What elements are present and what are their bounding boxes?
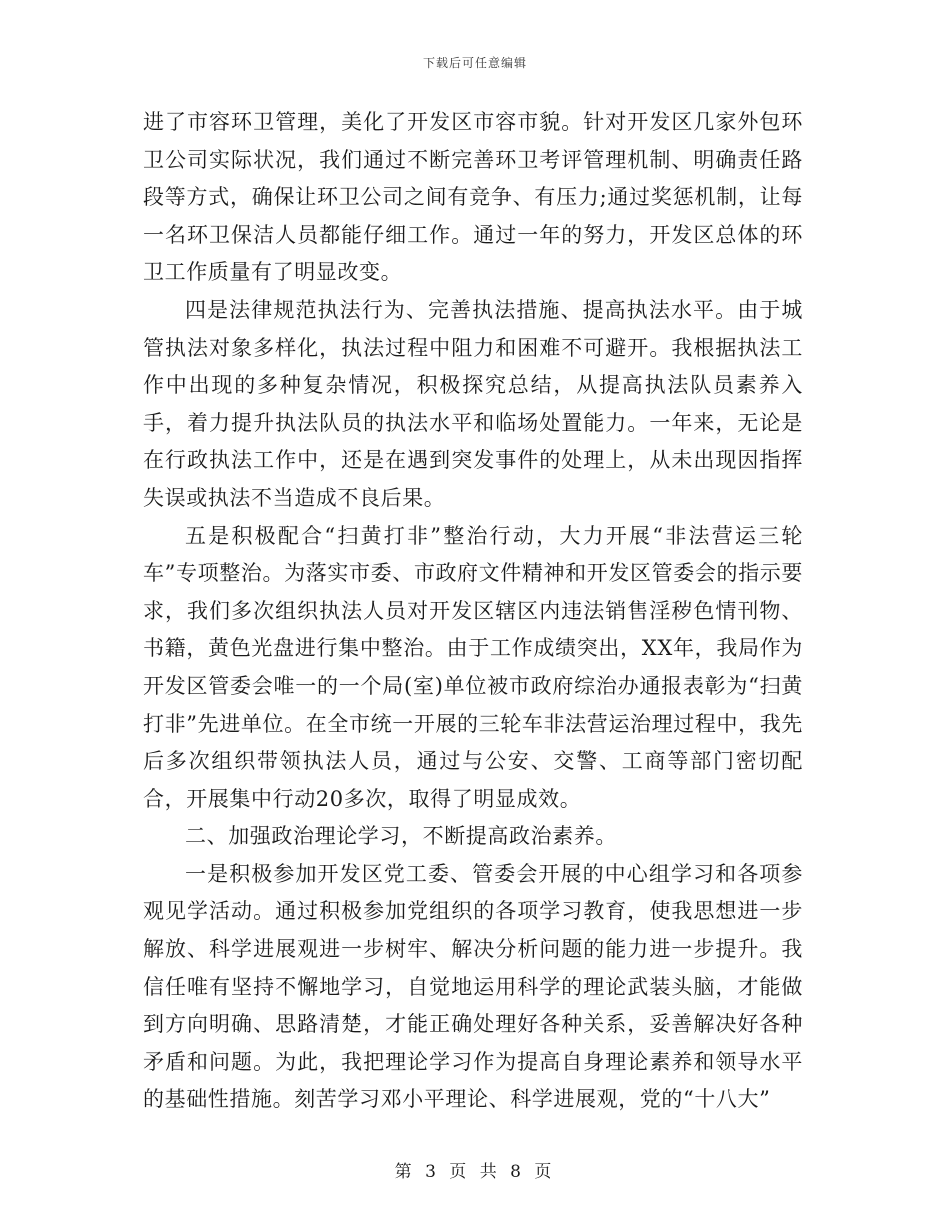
- section-heading-two: 二、加强政治理论学习，不断提高政治素养。: [185, 824, 617, 849]
- header-note: 下载后可任意编辑: [422, 56, 527, 70]
- paragraph-point-one: 一是积极参加开发区党工委、管委会开展的中心组学习和各项参观见学活动。通过积极参加党组织的各项学习教育，使我思想进一步解放、科学进展观进一步树牢、解决分析问题的能力进一步提升。我信任唯有坚持不懈地学习，自觉地运用科学的理论武装头脑，才能做到方向明确、思路清楚，才能正确处理好各种关系，妥善解决好各种矛盾和问题。为此，我把理论学习作为提高自身理论素养和领导水平的基础性措施。刻苦学习邓小平理论、科学进展观，党的“十八大”: [143, 861, 803, 1112]
- page-number-footer: 第 3 页 共 8 页: [394, 1162, 556, 1182]
- document-body: [143, 104, 803, 1119]
- paragraph-continuation: 进了市容环卫管理，美化了开发区市容市貌。针对开发区几家外包环卫公司实际状况，我们通过不断完善环卫考评管理机制、明确责任路段等方式，确保让环卫公司之间有竞争、有压力;通过奖惩机制，让每一名环卫保洁人员都能仔细工作。通过一年的努力，开发区总体的环卫工作质量有了明显改变。: [143, 110, 803, 285]
- paragraph-point-five: 五是积极配合“扫黄打非”整治行动，大力开展“非法营运三轮车”专项整治。为落实市委、市政府文件精神和开发区管委会的指示要求，我们多次组织执法人员对开发区辖区内违法销售淫秽色情刊物、书籍，黄色光盘进行集中整治。由于工作成绩突出，XX年，我局作为开发区管委会唯一的一个局(室)单位被市政府综治办通报表彰为“扫黄打非”先进单位。在全市统一开展的三轮车非法营运治理过程中，我先后多次组织带领执法人员，通过与公安、交警、工商等部门密切配合，开展集中行动20多次，取得了明显成效。: [143, 523, 803, 811]
- paragraph-point-four: 四是法律规范执法行为、完善执法措施、提高执法水平。由于城管执法对象多样化，执法过程中阻力和困难不可避开。我根据执法工作中出现的多种复杂情况，积极探究总结，从提高执法队员素养入手，着力提升执法队员的执法水平和临场处置能力。一年来，无论是在行政执法工作中，还是在遇到突发事件的处理上，从未出现因指挥失误或执法不当造成不良后果。: [143, 297, 803, 510]
